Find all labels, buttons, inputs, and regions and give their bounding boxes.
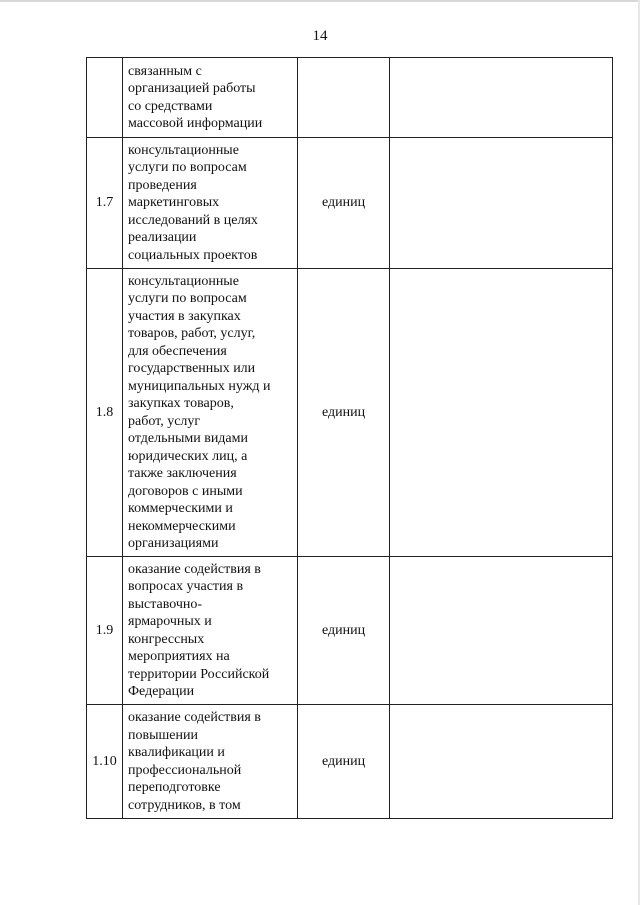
row-number: 1.10: [87, 705, 123, 819]
table-row: [87, 269, 613, 557]
unit-of-measure: единиц: [298, 705, 390, 819]
service-description: связанным с организацией работы со средствами массовой информации: [123, 58, 298, 138]
page-number: 14: [312, 28, 328, 44]
unit-of-measure: единиц: [298, 269, 390, 557]
service-description: консультационные услуги по вопросам проведения маркетинговых исследований в целях реализации социальных проектов: [123, 138, 298, 269]
unit-of-measure: единиц: [298, 138, 390, 269]
unit-of-measure: единиц: [298, 557, 390, 705]
service-description: оказание содействия в вопросах участия в выставочно- ярмарочных и конгрессных мероприятиях на территории Российской Федерации: [123, 557, 298, 705]
service-description: оказание содействия в повышении квалификации и профессиональной переподготовке сотрудников, в том: [123, 705, 298, 819]
value-cell: [390, 58, 613, 138]
table-row: [87, 557, 613, 705]
value-cell: [390, 705, 613, 819]
service-description: консультационные услуги по вопросам участия в закупках товаров, работ, услуг, для обеспечения государственных или муниципальных нужд и закупках товаров, работ, услуг отдельными видами юридических лиц, а также заключения договоров с иными коммерческими и некоммерческими организациями: [123, 269, 298, 557]
unit-of-measure: [298, 58, 390, 138]
table-row: [87, 138, 613, 269]
services-table: [86, 57, 613, 819]
value-cell: [390, 269, 613, 557]
row-number: 1.8: [87, 269, 123, 557]
row-number: 1.7: [87, 138, 123, 269]
value-cell: [390, 557, 613, 705]
row-number: [87, 58, 123, 138]
scan-top-edge: [0, 0, 640, 2]
table-row: [87, 705, 613, 819]
row-number: 1.9: [87, 557, 123, 705]
table-row: [87, 58, 613, 138]
value-cell: [390, 138, 613, 269]
